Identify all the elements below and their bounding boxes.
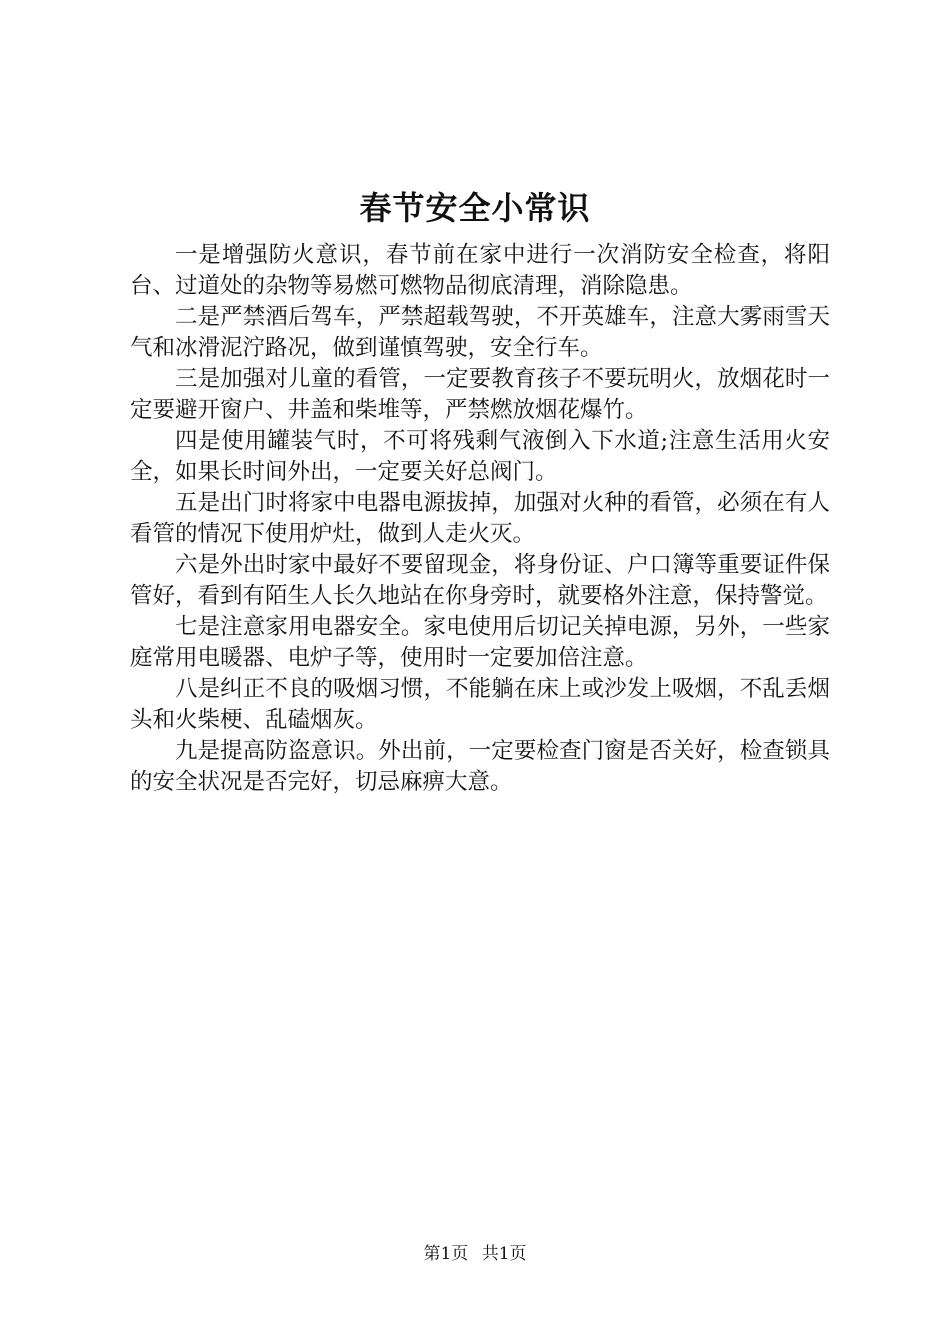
paragraph-7: 七是注意家用电器安全。家电使用后切记关掉电源，另外，一些家庭常用电暖器、电炉子等，使用时一定要加倍注意。 (130, 614, 830, 671)
paragraph-5: 五是出门时将家中电器电源拔掉，加强对火种的看管，必须在有人看管的情况下使用炉灶，做到人走火灭。 (130, 490, 830, 547)
paragraph-6: 六是外出时家中最好不要留现金，将身份证、户口簿等重要证件保管好，看到有陌生人长久地站在你身旁时，就要格外注意，保持警觉。 (130, 552, 830, 609)
page-total: 共1页 (481, 1244, 527, 1264)
paragraph-4: 四是使用罐装气时，不可将残剩气液倒入下水道;注意生活用火安全，如果长时间外出，一定要关好总阀门。 (130, 428, 830, 485)
document-body (130, 240, 830, 798)
paragraph-3: 三是加强对儿童的看管，一定要教育孩子不要玩明火，放烟花时一定要避开窗户、井盖和柴堆等，严禁燃放烟花爆竹。 (130, 366, 830, 423)
paragraph-9: 九是提高防盗意识。外出前，一定要检查门窗是否关好，检查锁具的安全状况是否完好，切忌麻痹大意。 (130, 738, 830, 795)
paragraph-8: 八是纠正不良的吸烟习惯，不能躺在床上或沙发上吸烟，不乱丢烟头和火柴梗、乱磕烟灰。 (130, 676, 830, 733)
paragraph-1: 一是增强防火意识，春节前在家中进行一次消防安全检查，将阳台、过道处的杂物等易燃可燃物品彻底清理，消除隐患。 (130, 242, 830, 299)
document-title: 春节安全小常识 (359, 189, 591, 227)
page-number: 第1页 (423, 1244, 469, 1264)
page-footer (0, 1242, 950, 1266)
paragraph-2: 二是严禁酒后驾车，严禁超载驾驶，不开英雄车，注意大雾雨雪天气和冰滑泥泞路况，做到谨慎驾驶，安全行车。 (130, 304, 830, 361)
